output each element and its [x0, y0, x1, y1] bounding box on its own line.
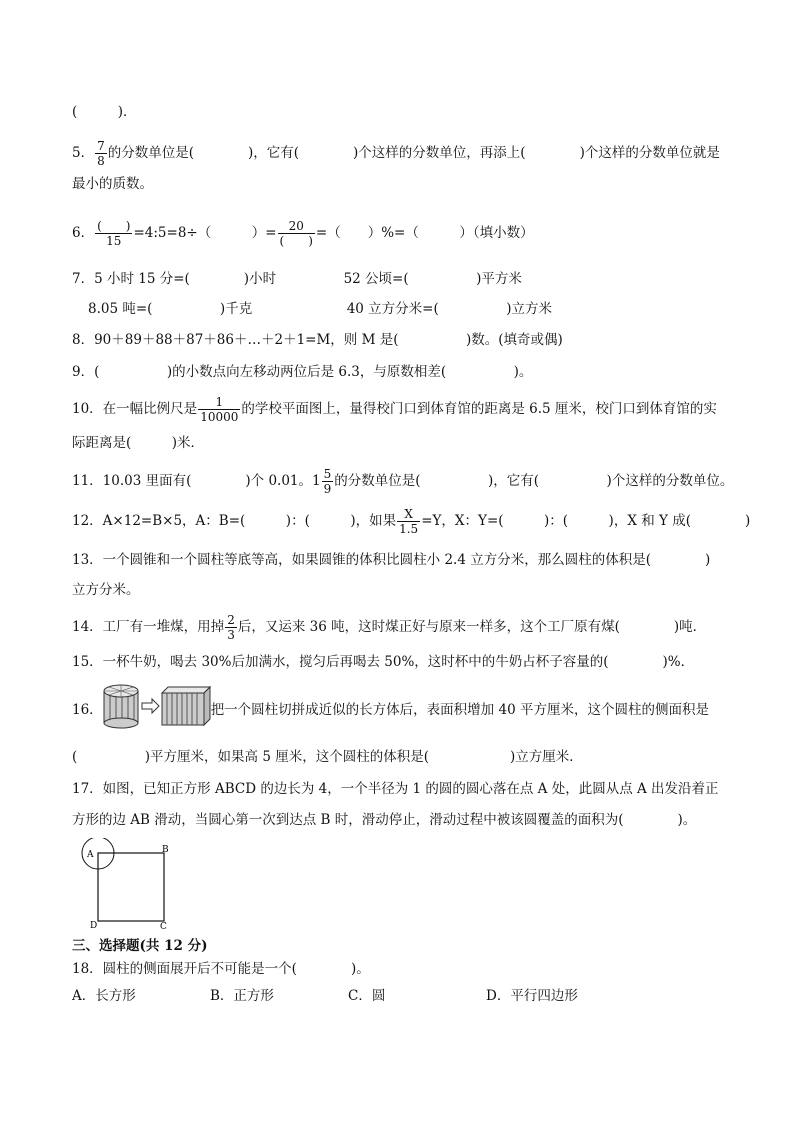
- question-6: [72, 220, 534, 247]
- question-15: 15．一杯牛奶，喝去 30%后加满水，搅匀后再喝去 50%，这时杯中的牛奶占杯子容量的( )%．: [72, 654, 695, 670]
- fraction-blank-15: [95, 220, 132, 247]
- fraction-5-9: [322, 468, 334, 495]
- question-text: 11．10.03 里面有( )个 0.01。: [72, 473, 313, 489]
- section-heading-choice: 三、选择题(共 12 分): [72, 938, 208, 954]
- label-c: C: [160, 922, 167, 930]
- label-a: A: [87, 850, 94, 860]
- question-number: 16．: [72, 702, 103, 718]
- question-9: 9．( )的小数点向左移动两位后是 6.3，与原数相差( )。: [72, 364, 533, 380]
- question-11: [72, 468, 733, 495]
- denominator: 15: [106, 234, 122, 248]
- answer-line-continuation: ( )．: [72, 104, 137, 120]
- label-d: D: [90, 921, 98, 930]
- numerator: 1: [198, 396, 240, 410]
- denominator: 9: [323, 482, 332, 496]
- question-17b: 方形的边 AB 滑动，当圆心第一次到达点 B 时，滑动停止，滑动过程中被该圆覆盖的面积为( )。: [72, 812, 697, 828]
- mixed-integer: 1: [312, 472, 321, 489]
- question-13a: 13．一个圆锥和一个圆柱等底等高，如果圆锥的体积比圆柱小 2.4 立方分米，那么圆柱的体积是( ): [72, 552, 711, 568]
- question-text: 把一个圆柱切拼成近似的长方体后，表面积增加 40 平方厘米，这个圆柱的侧面积是: [210, 702, 709, 718]
- question-16-cont: ( )平方厘米，如果高 5 厘米，这个圆柱的体积是( )立方厘米．: [72, 749, 583, 765]
- denominator: 1.5: [399, 522, 419, 536]
- question-18: 18．圆柱的侧面展开后不可能是一个( )。: [72, 961, 370, 977]
- question-8: 8．90＋89＋88＋87＋86＋…＋2＋1=M，则 M 是( )数。(填奇或偶): [72, 332, 563, 348]
- numerator: 20: [278, 220, 315, 234]
- question-text: =Y，X：Y=( )：( )，X 和 Y 成( ): [421, 513, 751, 529]
- question-10: [72, 396, 717, 423]
- cylinder-to-cuboid-illustration: [102, 683, 212, 729]
- cuboid-icon: [162, 687, 210, 725]
- question-text: =（ ）%=（ ）（填小数）: [315, 225, 534, 241]
- question-text: 12．A×12=B×5，A：B=( )：( )，如果: [72, 513, 397, 529]
- numerator: 7: [97, 139, 105, 153]
- denominator: ( ): [279, 234, 313, 248]
- option-d[interactable]: D．平行四边形: [486, 988, 578, 1004]
- label-b: B: [162, 845, 169, 855]
- question-text: 14．工厂有一堆煤，用掉: [72, 619, 225, 635]
- fraction-20-blank: [278, 220, 315, 247]
- arrow-icon: [142, 699, 159, 713]
- question-number: 6．: [72, 225, 95, 241]
- fraction-7-8: [95, 140, 107, 167]
- option-c[interactable]: C．圆: [348, 988, 386, 1004]
- question-number: 5．: [72, 145, 95, 161]
- question-7b: 8.05 吨=( )千克 40 立方分米=( )立方米: [88, 301, 553, 317]
- fraction-x-1.5: [397, 508, 420, 535]
- question-10-cont: 际距离是( )米．: [72, 435, 205, 451]
- cylinder-icon: [104, 685, 138, 728]
- numerator: X: [397, 508, 420, 522]
- question-5-cont: 最小的质数。: [72, 176, 153, 192]
- denominator: 8: [97, 154, 105, 168]
- denominator: 3: [227, 628, 235, 642]
- numerator: ( ): [97, 219, 131, 233]
- question-17a: 17．如图，已知正方形 ABCD 的边长为 4，一个半径为 1 的圆的圆心落在点 A 处，此圆从点 A 出发沿着正: [72, 781, 719, 797]
- question-text: =4:5=8÷（ ）=: [133, 225, 277, 241]
- question-text: 10．在一幅比例尺是: [72, 401, 198, 417]
- numerator: 5: [323, 467, 332, 481]
- fraction-2-3: [225, 614, 237, 641]
- question-text: 后，又运来 36 吨，这时煤正好与原来一样多，这个工厂原有煤( )吨．: [237, 619, 707, 635]
- question-14: [72, 614, 706, 641]
- question-12: [72, 508, 750, 535]
- question-7a: 7．5 小时 15 分=( )小时 52 公顷=( )平方米: [72, 271, 522, 287]
- denominator: 10000: [200, 410, 239, 424]
- option-b[interactable]: B．正方形: [210, 988, 274, 1004]
- option-a[interactable]: A．长方形: [72, 988, 136, 1004]
- question-text: 的分数单位是( )，它有( )个这样的分数单位，再添上( )个这样的分数单位就是: [107, 145, 720, 161]
- fraction-scale: [198, 396, 240, 423]
- numerator: 2: [227, 613, 235, 627]
- question-text: 的分数单位是( )，它有( )个这样的分数单位。: [334, 473, 734, 489]
- square-abcd-figure: [80, 838, 180, 930]
- question-5: [72, 140, 720, 167]
- question-13b: 立方分米。: [72, 582, 140, 598]
- square-abcd: [98, 853, 164, 921]
- question-text: 的学校平面图上，量得校门口到体育馆的距离是 6.5 厘米，校门口到体育馆的实: [241, 401, 717, 417]
